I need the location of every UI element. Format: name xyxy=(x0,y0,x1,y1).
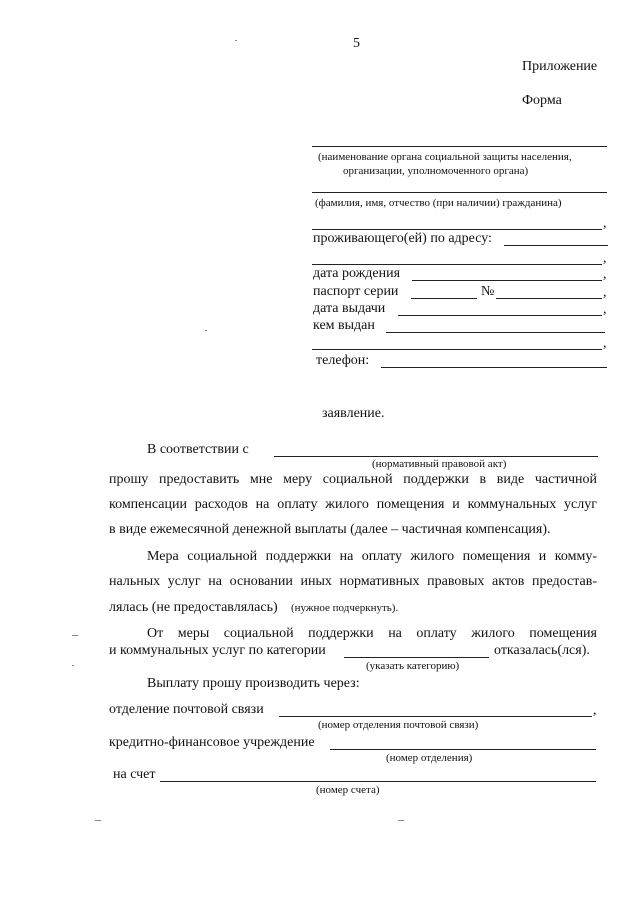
account-line[interactable] xyxy=(160,781,596,782)
address-label: проживающего(ей) по адресу: xyxy=(313,231,492,246)
scan-speck xyxy=(95,820,101,821)
post-office-caption: (номер отделения почтовой связи) xyxy=(318,719,479,731)
fio-line[interactable] xyxy=(312,192,607,193)
post-office-line[interactable] xyxy=(279,716,592,717)
passport-series-line[interactable] xyxy=(411,298,477,299)
issued-by-line-2[interactable] xyxy=(312,349,602,350)
issued-by-label: кем выдан xyxy=(313,318,375,333)
bank-caption: (номер отделения) xyxy=(386,752,473,764)
p2-line1: Мера социальной поддержки на оплату жилого помещения и комму- xyxy=(147,549,597,564)
issue-date-line[interactable] xyxy=(398,315,602,316)
passport-series-label: паспорт серии xyxy=(313,284,399,299)
passport-number-sign: № xyxy=(481,284,495,299)
fio-comma: , xyxy=(603,216,607,231)
scan-speck xyxy=(205,330,207,331)
issued-by-comma: , xyxy=(603,336,607,351)
p3-line2b: отказалась(лся). xyxy=(494,643,590,658)
address-comma: , xyxy=(603,251,607,266)
issue-date-label: дата выдачи xyxy=(313,301,386,316)
p1-line2: прошу предоставить мне меру социальной поддержки в виде частичной xyxy=(109,472,597,487)
appendix-label: Приложение xyxy=(522,59,598,74)
post-office-label: отделение почтовой связи xyxy=(109,702,264,717)
p3-line2a: и коммунальных услуг по категории xyxy=(109,643,326,658)
passport-comma: , xyxy=(603,285,607,300)
authority-name-line[interactable] xyxy=(312,146,607,147)
passport-number-line[interactable] xyxy=(496,298,602,299)
scan-speck xyxy=(72,635,78,636)
account-caption: (номер счета) xyxy=(316,784,380,796)
form-label: Форма xyxy=(522,93,562,108)
fio-caption: (фамилия, имя, отчество (при наличии) гражданина) xyxy=(315,197,562,209)
bank-line[interactable] xyxy=(330,749,596,750)
phone-label: телефон: xyxy=(316,353,370,368)
p2-line3b: (нужное подчеркнуть). xyxy=(291,602,399,614)
authority-caption-line1: (наименование органа социальной защиты населения, xyxy=(318,151,572,163)
category-caption: (указать категорию) xyxy=(366,660,460,672)
category-line[interactable] xyxy=(344,657,489,658)
phone-line[interactable] xyxy=(381,367,607,368)
birth-date-label: дата рождения xyxy=(313,266,401,281)
p1-start: В соответствии с xyxy=(147,442,249,457)
p4-text: Выплату прошу производить через: xyxy=(147,676,360,691)
p2-line2: нальных услуг на основании иных нормативных правовых актов предостав- xyxy=(109,574,597,589)
birth-date-line[interactable] xyxy=(412,280,602,281)
legal-act-caption: (нормативный правовой акт) xyxy=(372,458,507,470)
bank-label: кредитно-финансовое учреждение xyxy=(109,735,315,750)
issued-by-line-1[interactable] xyxy=(386,332,605,333)
document-title: заявление. xyxy=(322,406,385,421)
post-office-comma: , xyxy=(593,703,597,718)
scan-speck xyxy=(235,40,237,41)
authority-caption-line2: организации, уполномоченного органа) xyxy=(343,165,529,177)
fio-line-2[interactable] xyxy=(312,229,602,230)
p2-line3a: лялась (не предоставлялась) xyxy=(109,600,278,615)
p1-line3: компенсации расходов на оплату жилого помещения и коммунальных услуг xyxy=(109,497,597,512)
address-line-1[interactable] xyxy=(504,245,608,246)
scan-speck xyxy=(398,820,404,821)
account-label: на счет xyxy=(113,767,156,782)
scan-speck xyxy=(72,665,74,666)
p1-line4: в виде ежемесячной денежной выплаты (далее – частичная компенсация). xyxy=(109,522,551,537)
issue-date-comma: , xyxy=(603,302,607,317)
page-number: 5 xyxy=(353,36,360,51)
p3-line1: От меры социальной поддержки на оплату жилого помещения xyxy=(147,626,597,641)
address-line-2[interactable] xyxy=(312,264,602,265)
legal-act-line[interactable] xyxy=(274,456,598,457)
birth-date-comma: , xyxy=(603,267,607,282)
